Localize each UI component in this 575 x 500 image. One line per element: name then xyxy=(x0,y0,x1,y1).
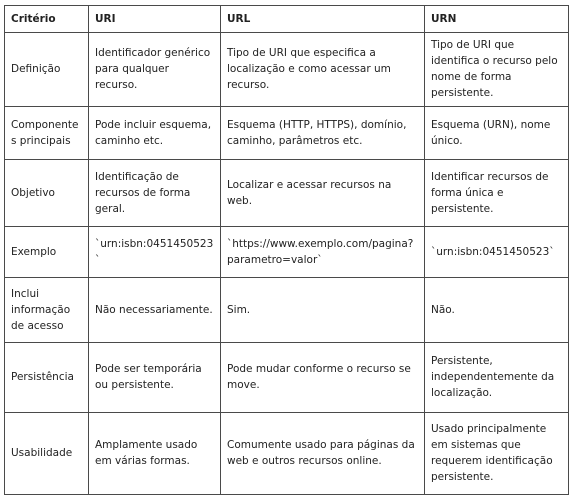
row-criterion: Inclui informação de acesso xyxy=(5,277,89,342)
cell-url: Esquema (HTTP, HTTPS), domínio, caminho, parâmetros etc. xyxy=(221,106,425,159)
table-row xyxy=(5,412,569,494)
cell-urn: Não. xyxy=(425,277,569,342)
table-row xyxy=(5,106,569,159)
row-criterion: Objetivo xyxy=(5,159,89,227)
cell-uri: Pode ser temporária ou persistente. xyxy=(89,343,221,413)
cell-uri: Não necessariamente. xyxy=(89,277,221,342)
cell-urn: Identificar recursos de forma única e persistente. xyxy=(425,159,569,227)
cell-url: Comumente usado para páginas da web e outros recursos online. xyxy=(221,412,425,494)
header-uri: URI xyxy=(89,6,221,33)
header-criterio: Critério xyxy=(5,6,89,33)
cell-uri: Pode incluir esquema, caminho etc. xyxy=(89,106,221,159)
cell-url: Pode mudar conforme o recurso se move. xyxy=(221,343,425,413)
row-criterion: Persistência xyxy=(5,343,89,413)
header-url: URL xyxy=(221,6,425,33)
cell-uri: Identificação de recursos de forma geral. xyxy=(89,159,221,227)
cell-url: Sim. xyxy=(221,277,425,342)
table-row xyxy=(5,227,569,278)
cell-urn: Tipo de URI que identifica o recurso pelo nome de forma persistente. xyxy=(425,33,569,107)
cell-urn: Usado principalmente em sistemas que requerem identificação persistente. xyxy=(425,412,569,494)
comparison-table xyxy=(4,5,569,495)
row-criterion: Definição xyxy=(5,33,89,107)
row-criterion: Usabilidade xyxy=(5,412,89,494)
cell-uri: Amplamente usado em várias formas. xyxy=(89,412,221,494)
cell-uri: `urn:isbn:0451450523` xyxy=(89,227,221,278)
row-criterion: Exemplo xyxy=(5,227,89,278)
cell-url: Tipo de URI que especifica a localização e como acessar um recurso. xyxy=(221,33,425,107)
table-row xyxy=(5,33,569,107)
header-row xyxy=(5,6,569,33)
cell-urn: Persistente, independentemente da localização. xyxy=(425,343,569,413)
header-urn: URN xyxy=(425,6,569,33)
table-row xyxy=(5,277,569,342)
cell-urn: `urn:isbn:0451450523` xyxy=(425,227,569,278)
table-row xyxy=(5,159,569,227)
row-criterion: Componentes principais xyxy=(5,106,89,159)
cell-url: Localizar e acessar recursos na web. xyxy=(221,159,425,227)
cell-urn: Esquema (URN), nome único. xyxy=(425,106,569,159)
cell-uri: Identificador genérico para qualquer recurso. xyxy=(89,33,221,107)
table-row xyxy=(5,343,569,413)
cell-url: `https://www.exemplo.com/pagina?parametro=valor` xyxy=(221,227,425,278)
